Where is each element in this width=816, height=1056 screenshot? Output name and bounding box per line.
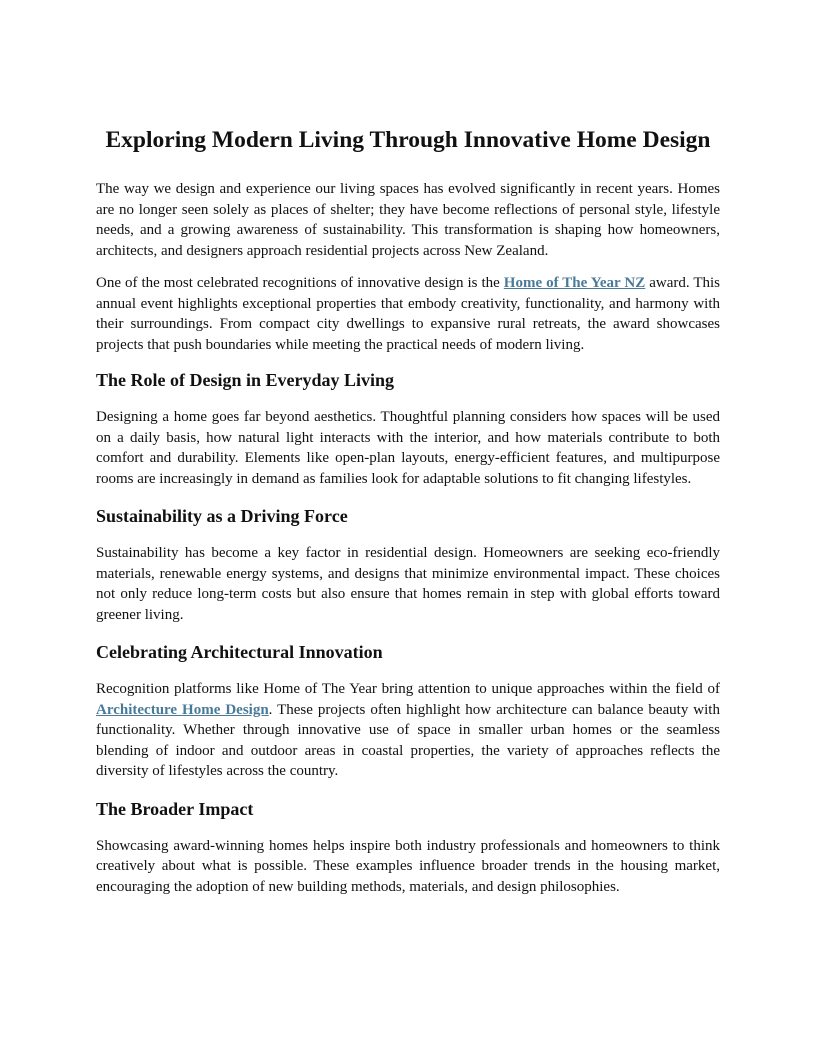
home-of-the-year-link[interactable]: Home of The Year NZ (503, 275, 646, 291)
award-text-before: One of the most celebrated recognitions of innovative design is the (96, 275, 504, 291)
section-body-sustainability: Sustainability has become a key factor in residential design. Homeowners are seeking eco-friendly materials, renewable energy systems, and designs that minimize environmental impact. These choices not only reduce long-term costs but also ensure that homes remain in step with global efforts toward greener living. (96, 545, 720, 623)
intro-paragraph: The way we design and experience our living spaces has evolved significantly in recent years. Homes are no longer seen solely as places of shelter; they have become reflections of personal style, lifestyle needs, and a growing awareness of sustainability. This transformation is shaping how homeowners, architects, and designers approach residential projects across New Zealand. (96, 181, 720, 259)
award-paragraph (96, 273, 720, 355)
section-body-architectural-innovation (96, 679, 720, 782)
section-heading-architectural-innovation: Celebrating Architectural Innovation (96, 642, 383, 662)
section-heading-sustainability: Sustainability as a Driving Force (96, 506, 348, 526)
page-title: Exploring Modern Living Through Innovative Home Design (105, 127, 711, 153)
document-page (96, 124, 720, 897)
section-heading-broader-impact: The Broader Impact (96, 798, 254, 819)
section-heading-design-role: The Role of Design in Everyday Living (96, 370, 395, 390)
innovation-text-before: Recognition platforms like Home of The Year bring attention to unique approaches within the field of (96, 681, 720, 697)
section-body-design-role: Designing a home goes far beyond aesthetics. Thoughtful planning considers how spaces will be used on a daily basis, how natural light interacts with the interior, and how materials contribute to both comfort and durability. Elements like open-plan layouts, energy-efficient features, and multipurpose rooms are increasingly in demand as families look for adaptable solutions to fit changing lifestyles. (96, 409, 720, 487)
award-text-after: award. This annual event highlights exceptional properties that embody creativity, functionality, and harmony with their surroundings. From compact city dwellings to expansive rural retreats, the award showcases projects that push boundaries while meeting the practical needs of modern living. (96, 275, 720, 353)
innovation-text-after: . These projects often highlight how architecture can balance beauty with functionality. Whether through innovative use of space in smaller urban homes or the seamless blending of indoor and outdoor areas in coastal properties, the variety of approaches reflects the diversity of lifestyles across the country. (96, 701, 720, 779)
architecture-home-design-link[interactable]: Architecture Home Design (96, 701, 269, 718)
section-body-broader-impact: Showcasing award-winning homes helps inspire both industry professionals and homeowners to think creatively about what is possible. These examples influence broader trends in the housing market, encouraging the adoption of new building methods, materials, and design philosophies. (96, 837, 720, 895)
